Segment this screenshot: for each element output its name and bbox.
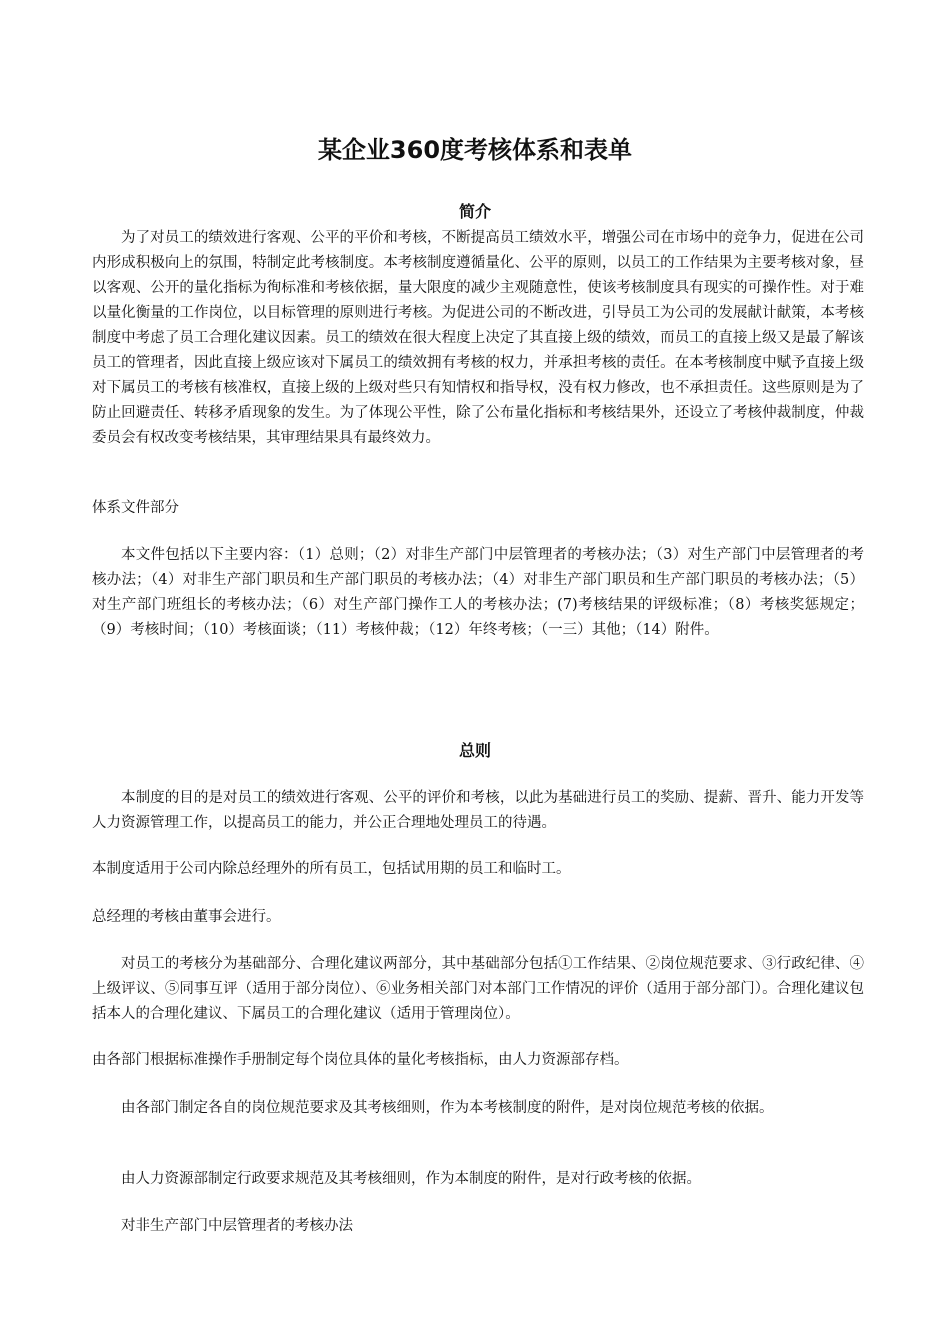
system-docs-label: 体系文件部分 <box>92 500 179 516</box>
general-paragraph-scope: 本制度适用于公司内除总经理外的所有员工，包括试用期的员工和临时工。 <box>92 861 571 877</box>
general-paragraph-components: 对员工的考核分为基础部分、合理化建议两部分，其中基础部分包括①工作结果、②岗位规范要求、③行政纪律、④上级评议、⑤同事互评（适用于部分岗位）、⑥业务相关部门对本部门工作情况的评价（适用于部分部门）。合理化建议包括本人的合理化建议、下属员工的合理化建议（适用于管理岗位）。 <box>92 956 864 1022</box>
general-heading: 总则 <box>458 741 491 760</box>
general-paragraph-purpose: 本制度的目的是对员工的绩效进行客观、公平的评价和考核，以此为基础进行员工的奖励、提薪、晋升、能力开发等人力资源管理工作，以提高员工的能力，并公正合理地处理员工的待遇。 <box>92 790 864 831</box>
general-paragraph-gm: 总经理的考核由董事会进行。 <box>92 909 281 925</box>
intro-paragraph: 为了对员工的绩效进行客观、公平的平价和考核，不断提高员工绩效水平，增强公司在市场中的竞争力，促进在公司内形成积极向上的氛围，特制定此考核制度。本考核制度遵循量化、公平的原则，以员工的工作结果为主要考核对象，昼以客观、公开的量化指标为徇标准和考核依据，量大限度的减少主观随意性，使该考核制度具有现实的可操作性。对于难以量化衡量的工作岗位，以目标管理的原则进行考核。为促进公司的不断改进，引导员工为公司的发展献计献策，本考核制度中考虑了员工合理化建议因素。员工的绩效在很大程度上决定了其直接上级的绩效，而员工的直接上级又是最了解该员工的管理者，因此直接上级应该对下属员工的绩效拥有考核的权力，并承担考核的责任。在本考核制度中赋予直接上级对下属员工的考核有核准权，直接上级的上级对些只有知情权和指导权，没有权力修改，也不承担责任。这些原则是为了防止回避责任、转移矛盾现象的发生。为了体现公平性，除了公布量化指标和考核结果外，还设立了考核仲裁制度，仲裁委员会有权改变考核结果，其审理结果具有最终效力。 <box>92 230 864 446</box>
general-paragraph-admin: 由人力资源部制定行政要求规范及其考核细则，作为本制度的附件，是对行政考核的依据。 <box>121 1171 701 1187</box>
intro-heading: 简介 <box>458 202 491 221</box>
general-paragraph-job-norms: 由各部门制定各自的岗位规范要求及其考核细则，作为本考核制度的附件，是对岗位规范考核的依据。 <box>121 1100 774 1116</box>
document-title: 某企业360度考核体系和表单 <box>317 136 633 164</box>
system-docs-paragraph: 本文件包括以下主要内容：（1）总则；（2）对非生产部门中层管理者的考核办法；（3）对生产部门中层管理者的考核办法；（4）对非生产部门职员和生产部门职员的考核办法；（4）对非生产部门职员和生产部门职员的考核办法；（5）对生产部门班组长的考核办法；（6）对生产部门操作工人的考核办法；(7)考核结果的评级标准；（8）考核奖惩规定；（9）考核时间；（10）考核面谈；（11）考核仲裁；（12）年终考核；（一三）其他；（14）附件。 <box>92 547 864 638</box>
general-paragraph-next-section: 对非生产部门中层管理者的考核办法 <box>121 1218 353 1234</box>
general-paragraph-indicators: 由各部门根据标准操作手册制定每个岗位具体的量化考核指标，由人力资源部存档。 <box>92 1052 629 1068</box>
